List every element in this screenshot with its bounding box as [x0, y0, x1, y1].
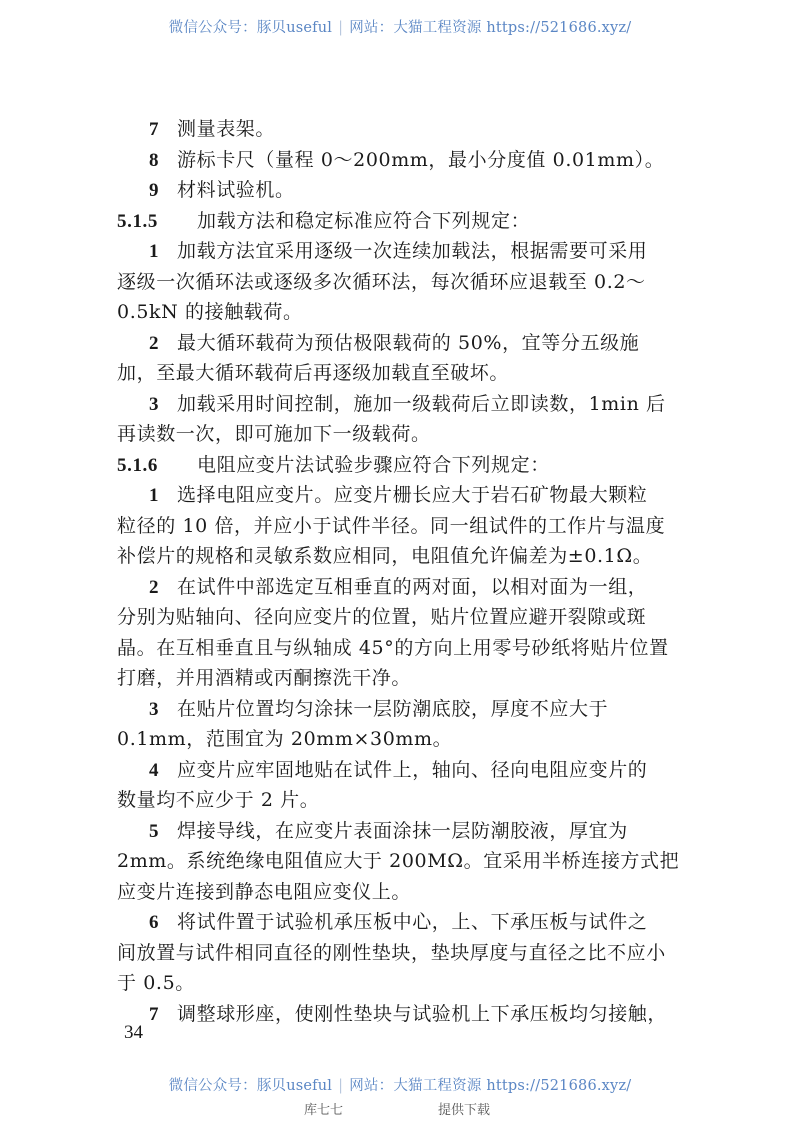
item-number: 6 [149, 912, 160, 933]
paragraph-continuation [117, 877, 687, 908]
list-item [117, 480, 687, 511]
paragraph-continuation [117, 297, 687, 328]
item-number: 1 [149, 485, 160, 506]
line-text: 打磨，并用酒精或丙酮擦洗干净。 [117, 667, 412, 689]
watermark-header [0, 16, 800, 37]
clause-number: 5.1.5 [117, 210, 158, 232]
list-item [117, 755, 687, 786]
line-text: 加载方法宜采用逐级一次连续加载法，根据需要可采用 [177, 240, 648, 262]
line-text: 应变片应牢固地贴在试件上，轴向、径向电阻应变片的 [177, 758, 648, 781]
watermark-site: 网站：大猫工程资源 https://521686.xyz/ [349, 1078, 632, 1094]
paragraph-continuation [117, 419, 687, 450]
paragraph-continuation [117, 541, 687, 572]
clause-heading [117, 206, 687, 237]
line-text: 加，至最大循环载荷后再逐级加载直至破坏。 [117, 362, 510, 384]
list-item [117, 572, 687, 603]
item-number: 7 [149, 119, 160, 140]
list-item [117, 999, 687, 1030]
line-text: 粒径的 10 倍，并应小于试件半径。同一组试件的工作片与温度 [117, 514, 666, 537]
item-number: 4 [149, 759, 160, 781]
line-text: 电阻应变片法试验步骤应符合下列规定： [197, 453, 550, 476]
watermark-site: 网站：大猫工程资源 https://521686.xyz/ [349, 20, 632, 36]
paragraph-continuation [117, 724, 687, 755]
paragraph-continuation [117, 846, 687, 877]
paragraph-continuation [117, 602, 687, 633]
line-text: 逐级一次循环法或逐级多次循环法，每次循环应退载至 0.2～ [117, 270, 646, 293]
line-text: 材料试验机。 [177, 179, 295, 201]
line-text: 0.1mm，范围宜为 20mm×30mm。 [117, 728, 453, 750]
line-text: 晶。在互相垂直且与纵轴成 45°的方向上用零号砂纸将贴片位置 [117, 636, 669, 659]
paragraph-continuation [117, 663, 687, 694]
line-text: 游标卡尺（量程 0～200mm，最小分度值 0.01mm）。 [177, 148, 665, 171]
line-text: 分别为贴轴向、径向应变片的位置，贴片位置应避开裂隙或斑 [117, 606, 647, 628]
paragraph-continuation [117, 785, 687, 816]
paragraph-continuation [117, 633, 687, 664]
line-text: 于 0.5。 [117, 972, 195, 994]
watermark-wechat: 微信公众号：豚贝useful [168, 1078, 333, 1094]
footer-credit-source: 库七七 [304, 1103, 344, 1118]
item-number: 5 [149, 820, 160, 842]
list-item [117, 145, 687, 176]
document-body [117, 114, 687, 1029]
line-text: 最大循环载荷为预估极限载荷的 50%，宜等分五级施 [177, 331, 640, 354]
list-item [117, 175, 687, 206]
watermark-separator: | [338, 20, 344, 36]
line-text: 在试件中部选定互相垂直的两对面，以相对面为一组， [177, 575, 648, 598]
paragraph-continuation [117, 938, 687, 969]
watermark-separator: | [338, 1078, 344, 1094]
item-number: 9 [149, 180, 160, 201]
paragraph-continuation [117, 267, 687, 298]
list-item [117, 389, 687, 420]
list-item [117, 236, 687, 267]
list-item [117, 907, 687, 938]
page-number: 34 [124, 1022, 143, 1043]
item-number: 2 [149, 332, 160, 354]
footer-credit-download: 提供下载 [438, 1103, 491, 1118]
list-item [117, 694, 687, 725]
item-number: 3 [149, 698, 160, 720]
watermark-wechat: 微信公众号：豚贝useful [168, 20, 333, 36]
watermark-footer [0, 1074, 800, 1095]
list-item [117, 328, 687, 359]
line-text: 间放置与试件相同直径的刚性垫块，垫块厚度与直径之比不应小 [117, 941, 666, 964]
paragraph-continuation [117, 511, 687, 542]
list-item [117, 816, 687, 847]
item-number: 1 [149, 241, 160, 262]
line-text: 调整球形座，使刚性垫块与试验机上下承压板均匀接触， [177, 1002, 668, 1025]
line-text: 测量表架。 [177, 118, 276, 140]
item-number: 8 [149, 149, 160, 171]
line-text: 选择电阻应变片。应变片栅长应大于岩石矿物最大颗粒 [177, 484, 648, 506]
line-text: 在贴片位置均匀涂抹一层防潮底胶，厚度不应大于 [177, 697, 609, 720]
line-text: 补偿片的规格和灵敏系数应相同，电阻值允许偏差为±0.1Ω。 [117, 545, 653, 567]
line-text: 将试件置于试验机承压板中心，上、下承压板与试件之 [177, 911, 648, 933]
item-number: 3 [149, 393, 160, 415]
clause-number: 5.1.6 [117, 454, 158, 476]
paragraph-continuation [117, 968, 687, 999]
clause-heading [117, 450, 687, 481]
paragraph-continuation [117, 358, 687, 389]
line-text: 再读数一次，即可施加下一级载荷。 [117, 423, 431, 445]
item-number: 7 [149, 1003, 160, 1025]
line-text: 加载采用时间控制，施加一级载荷后立即读数，1min 后 [177, 392, 666, 415]
line-text: 加载方法和稳定标准应符合下列规定： [197, 209, 531, 232]
line-text: 数量均不应少于 2 片。 [117, 789, 320, 811]
line-text: 焊接导线，在应变片表面涂抹一层防潮胶液，厚宜为 [177, 819, 628, 842]
line-text: 0.5kN 的接触载荷。 [117, 301, 303, 323]
item-number: 2 [149, 576, 160, 598]
line-text: 2mm。系统绝缘电阻值应大于 200MΩ。宜采用半桥连接方式把 [117, 850, 680, 872]
line-text: 应变片连接到静态电阻应变仪上。 [117, 880, 412, 903]
list-item [117, 114, 687, 145]
